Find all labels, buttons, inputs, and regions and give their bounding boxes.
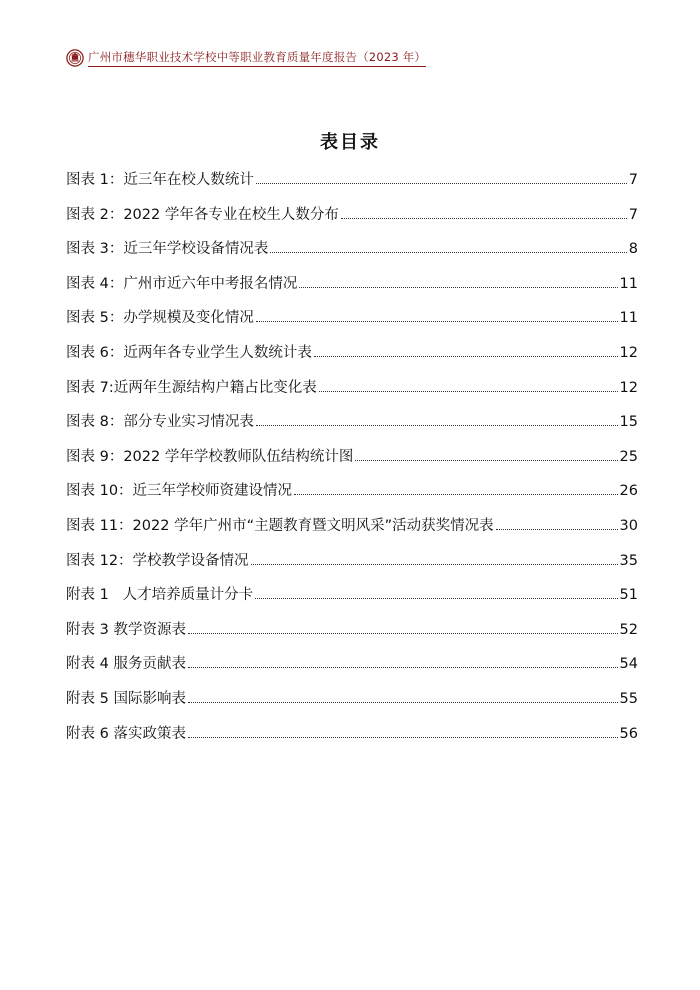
toc-leader-dots [188,633,618,634]
page-header [66,47,426,69]
toc-leader-dots [355,460,617,461]
toc-leader-dots [341,218,627,219]
toc-entry-page: 51 [619,587,638,604]
toc-entry[interactable] [66,410,638,445]
toc-entry[interactable] [66,618,638,653]
toc-entry-page: 30 [619,517,638,534]
toc-entry[interactable] [66,583,638,618]
toc-entry-page: 52 [619,621,638,638]
toc-entry-page: 11 [619,275,638,292]
toc-leader-dots [251,564,618,565]
toc-entry[interactable] [66,479,638,514]
toc-leader-dots [314,356,618,357]
toc-entry[interactable] [66,376,638,411]
toc-entry-page: 26 [619,483,638,500]
toc-entry-page: 15 [619,414,638,431]
toc-entry-label: 图表 8：部分专业实习情况表 [66,414,254,431]
toc-entry-page: 7 [628,172,638,188]
toc-entry-label: 图表 6：近两年各专业学生人数统计表 [66,344,312,361]
toc-entry[interactable] [66,722,638,757]
toc-entry[interactable] [66,687,638,722]
toc-leader-dots [496,529,618,530]
toc-entry-label: 图表 2：2022 学年各专业在校生人数分布 [66,206,339,223]
toc-leader-dots [256,321,618,322]
toc-entry[interactable] [66,341,638,376]
toc-entry-label: 图表 9：2022 学年学校教师队伍结构统计图 [66,448,354,465]
toc-entry-label: 图表 7:近两年生源结构户籍占比变化表 [66,379,317,396]
toc-entry-label: 附表 1 人才培养质量计分卡 [66,587,254,604]
toc-leader-dots [319,391,618,392]
toc-leader-dots [299,287,617,288]
toc-entry-label: 图表 1：近三年在校人数统计 [66,172,254,188]
toc-entry-label: 附表 6 落实政策表 [66,725,186,742]
toc-entry-page: 25 [619,448,638,465]
toc-entry-label: 图表 5：办学规模及变化情况 [66,310,254,327]
toc-entry-label: 图表 12：学校教学设备情况 [66,552,249,569]
toc-entry[interactable] [66,514,638,549]
toc-entry[interactable] [66,203,638,238]
toc-entry-label: 附表 5 国际影响表 [66,690,186,707]
toc-entry[interactable] [66,237,638,272]
toc-entry-page: 56 [619,725,638,742]
toc-entry-page: 11 [619,310,638,327]
toc-entry-label: 图表 4：广州市近六年中考报名情况 [66,275,298,292]
toc-entry-label: 图表 10：近三年学校师资建设情况 [66,483,293,500]
school-emblem-icon [66,49,84,67]
toc-entry[interactable] [66,306,638,341]
toc-entry-page: 12 [619,379,638,396]
table-of-contents [66,168,638,756]
toc-leader-dots [294,494,617,495]
toc-entry-label: 附表 3 教学资源表 [66,621,186,638]
toc-entry-label: 图表 11：2022 学年广州市“主题教育暨文明风采”活动获奖情况表 [66,517,494,534]
toc-leader-dots [188,737,618,738]
toc-entry-page: 54 [619,656,638,673]
toc-entry-page: 8 [628,241,638,258]
toc-leader-dots [188,702,618,703]
toc-leader-dots [270,252,626,253]
toc-entry[interactable] [66,445,638,480]
page-title: 表目录 [320,132,380,153]
toc-entry[interactable] [66,168,638,203]
toc-entry-page: 35 [619,552,638,569]
toc-entry-page: 12 [619,344,638,361]
toc-entry[interactable] [66,272,638,307]
toc-entry-page: 7 [628,206,638,223]
toc-entry-label: 附表 4 服务贡献表 [66,656,186,673]
header-title: 广州市穗华职业技术学校中等职业教育质量年度报告（2023 年） [88,49,426,67]
toc-entry[interactable] [66,549,638,584]
toc-entry-label: 图表 3：近三年学校设备情况表 [66,241,269,258]
toc-entry[interactable] [66,652,638,687]
toc-leader-dots [188,667,618,668]
toc-leader-dots [255,598,617,599]
toc-entry-page: 55 [619,690,638,707]
toc-leader-dots [256,183,627,184]
toc-leader-dots [256,425,618,426]
